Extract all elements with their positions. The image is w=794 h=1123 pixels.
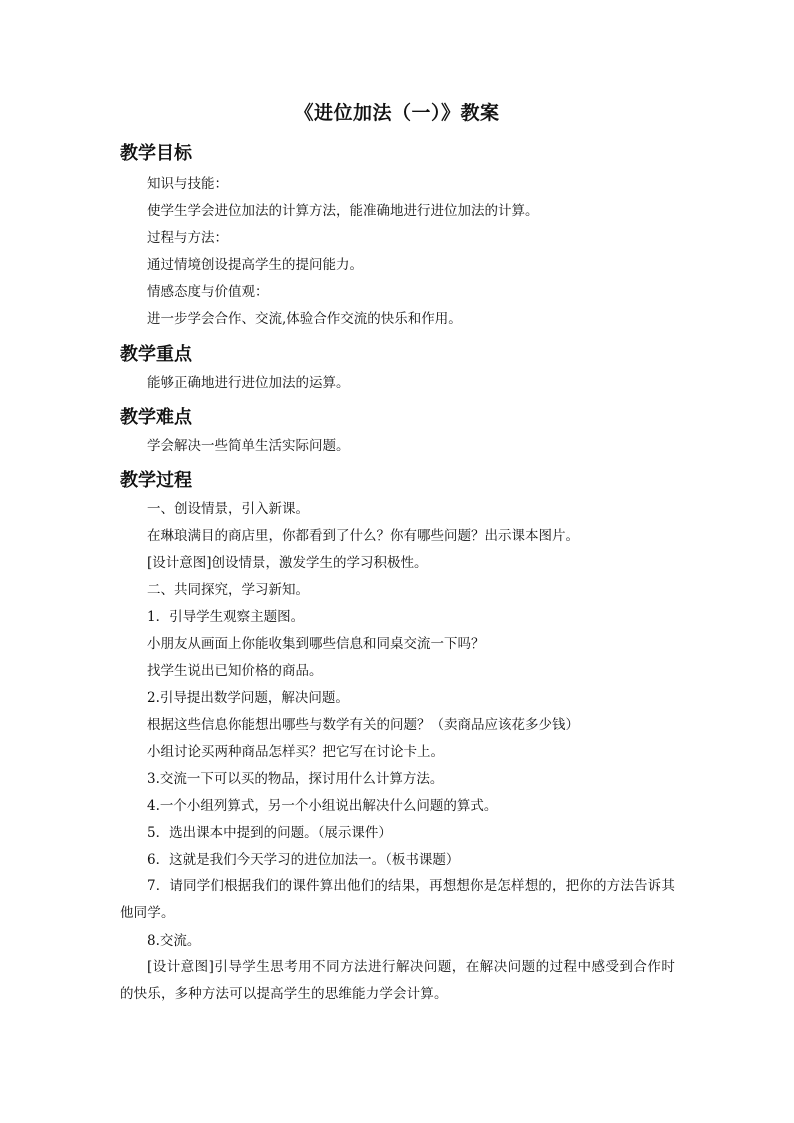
objectives-line: 过程与方法：	[147, 230, 228, 246]
process-line: 5．选出课本中提到的问题。（展示课件）	[147, 825, 392, 841]
document-title: 《进位加法（一）》教案	[294, 102, 500, 124]
section-heading-process: 教学过程	[120, 470, 192, 491]
section-heading-difficulties: 教学难点	[120, 407, 192, 428]
objectives-line: 知识与技能：	[147, 176, 228, 192]
process-line: 根据这些信息你能想出哪些与数学有关的问题？（卖商品应该花多少钱）	[147, 717, 579, 733]
section-heading-key-points: 教学重点	[120, 344, 192, 365]
process-line: 1．引导学生观察主题图。	[147, 609, 305, 625]
process-line: 4.一个小组列算式，另一个小组说出解决什么问题的算式。	[147, 798, 498, 814]
section-heading-objectives: 教学目标	[120, 143, 192, 164]
objectives-line: 使学生学会进位加法的计算方法，能准确地进行进位加法的计算。	[147, 203, 539, 219]
process-line: [设计意图]创设情景，激发学生的学习积极性。	[147, 555, 428, 571]
process-line: 小组讨论买两种商品怎样买？把它写在讨论卡上。	[147, 744, 444, 760]
process-paragraph: 7．请同学们根据我们的课件算出他们的结果，再想想你是怎样想的，把你的方法告诉其他同学。	[120, 878, 675, 921]
process-line: 找学生说出已知价格的商品。	[147, 663, 323, 679]
process-line: 二、共同探究，学习新知。	[147, 582, 309, 598]
objectives-line: 进一步学会合作、交流,体验合作交流的快乐和作用。	[147, 311, 462, 327]
process-line: 2.引导提出数学问题，解决问题。	[147, 690, 349, 706]
difficulties-line: 学会解决一些简单生活实际问题。	[147, 438, 350, 454]
objectives-line: 情感态度与价值观：	[147, 284, 269, 300]
process-paragraph: [设计意图]引导学生思考用不同方法进行解决问题，在解决问题的过程中感受到合作时的快乐，多种方法可以提高学生的思维能力学会计算。	[120, 959, 675, 1002]
process-line: 8.交流。	[147, 933, 201, 949]
process-line: 在琳琅满目的商店里，你都看到了什么？你有哪些问题？出示课本图片。	[147, 528, 579, 544]
process-line: 一、创设情景，引入新课。	[147, 501, 309, 517]
process-line: 6．这就是我们今天学习的进位加法一。（板书课题）	[147, 852, 460, 868]
process-line: 小朋友从画面上你能收集到哪些信息和同桌交流一下吗？	[147, 636, 485, 652]
process-line: 3.交流一下可以买的物品，探讨用什么计算方法。	[147, 771, 444, 787]
objectives-line: 通过情境创设提高学生的提问能力。	[147, 257, 363, 273]
key-points-line: 能够正确地进行进位加法的运算。	[147, 375, 350, 391]
